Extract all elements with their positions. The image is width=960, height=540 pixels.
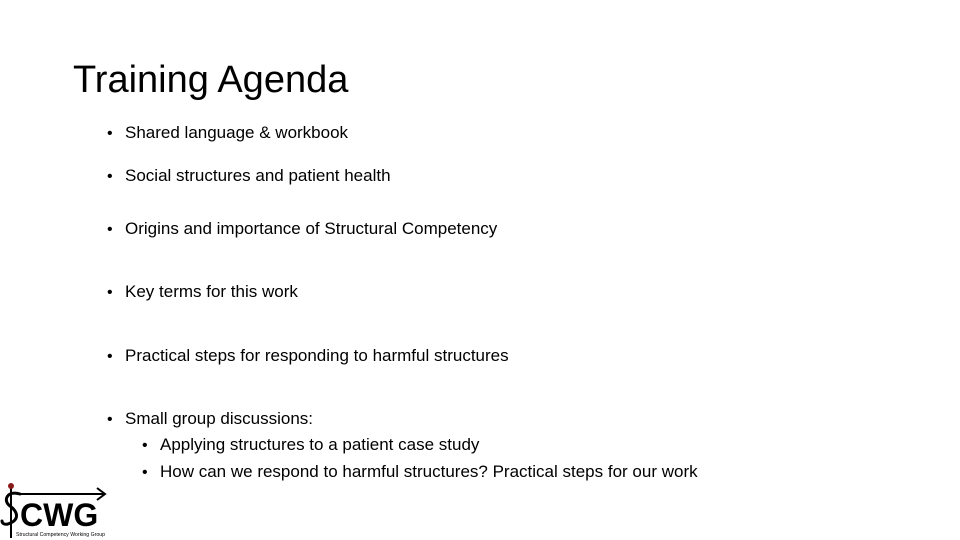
sub-bullet-item bbox=[142, 461, 698, 484]
bullet-text: Key terms for this work bbox=[125, 282, 298, 301]
bullet-dot: • bbox=[107, 221, 113, 238]
bullet-item bbox=[107, 218, 497, 241]
bullet-dot: • bbox=[107, 125, 113, 142]
bullet-dot: • bbox=[107, 411, 113, 428]
logo-staff-top bbox=[8, 483, 14, 489]
bullet-item bbox=[107, 165, 391, 188]
bullet-item bbox=[107, 408, 313, 431]
scwg-logo bbox=[0, 480, 112, 540]
bullet-text: Social structures and patient health bbox=[125, 166, 391, 185]
bullet-item bbox=[107, 345, 509, 368]
logo-wordmark: CWG bbox=[20, 497, 99, 533]
bullet-dot: • bbox=[107, 348, 113, 365]
bullet-dot: • bbox=[142, 464, 148, 481]
sub-bullet-item bbox=[142, 434, 479, 457]
sub-bullet-text: How can we respond to harmful structures? Practical steps for our work bbox=[160, 462, 698, 481]
bullet-text: Shared language & workbook bbox=[125, 123, 349, 142]
bullet-item bbox=[107, 122, 348, 145]
sub-bullet-text: Applying structures to a patient case study bbox=[160, 435, 480, 454]
slide-title: Training Agenda bbox=[73, 59, 349, 101]
bullet-dot: • bbox=[107, 168, 113, 185]
bullet-dot: • bbox=[107, 284, 113, 301]
logo-tagline: Structural Competency Working Group bbox=[16, 532, 105, 538]
bullet-text: Origins and importance of Structural Competency bbox=[125, 219, 498, 238]
bullet-text: Practical steps for responding to harmful structures bbox=[125, 346, 509, 365]
bullet-item bbox=[107, 281, 298, 304]
bullet-text: Small group discussions: bbox=[125, 409, 314, 428]
bullet-dot: • bbox=[142, 437, 148, 454]
